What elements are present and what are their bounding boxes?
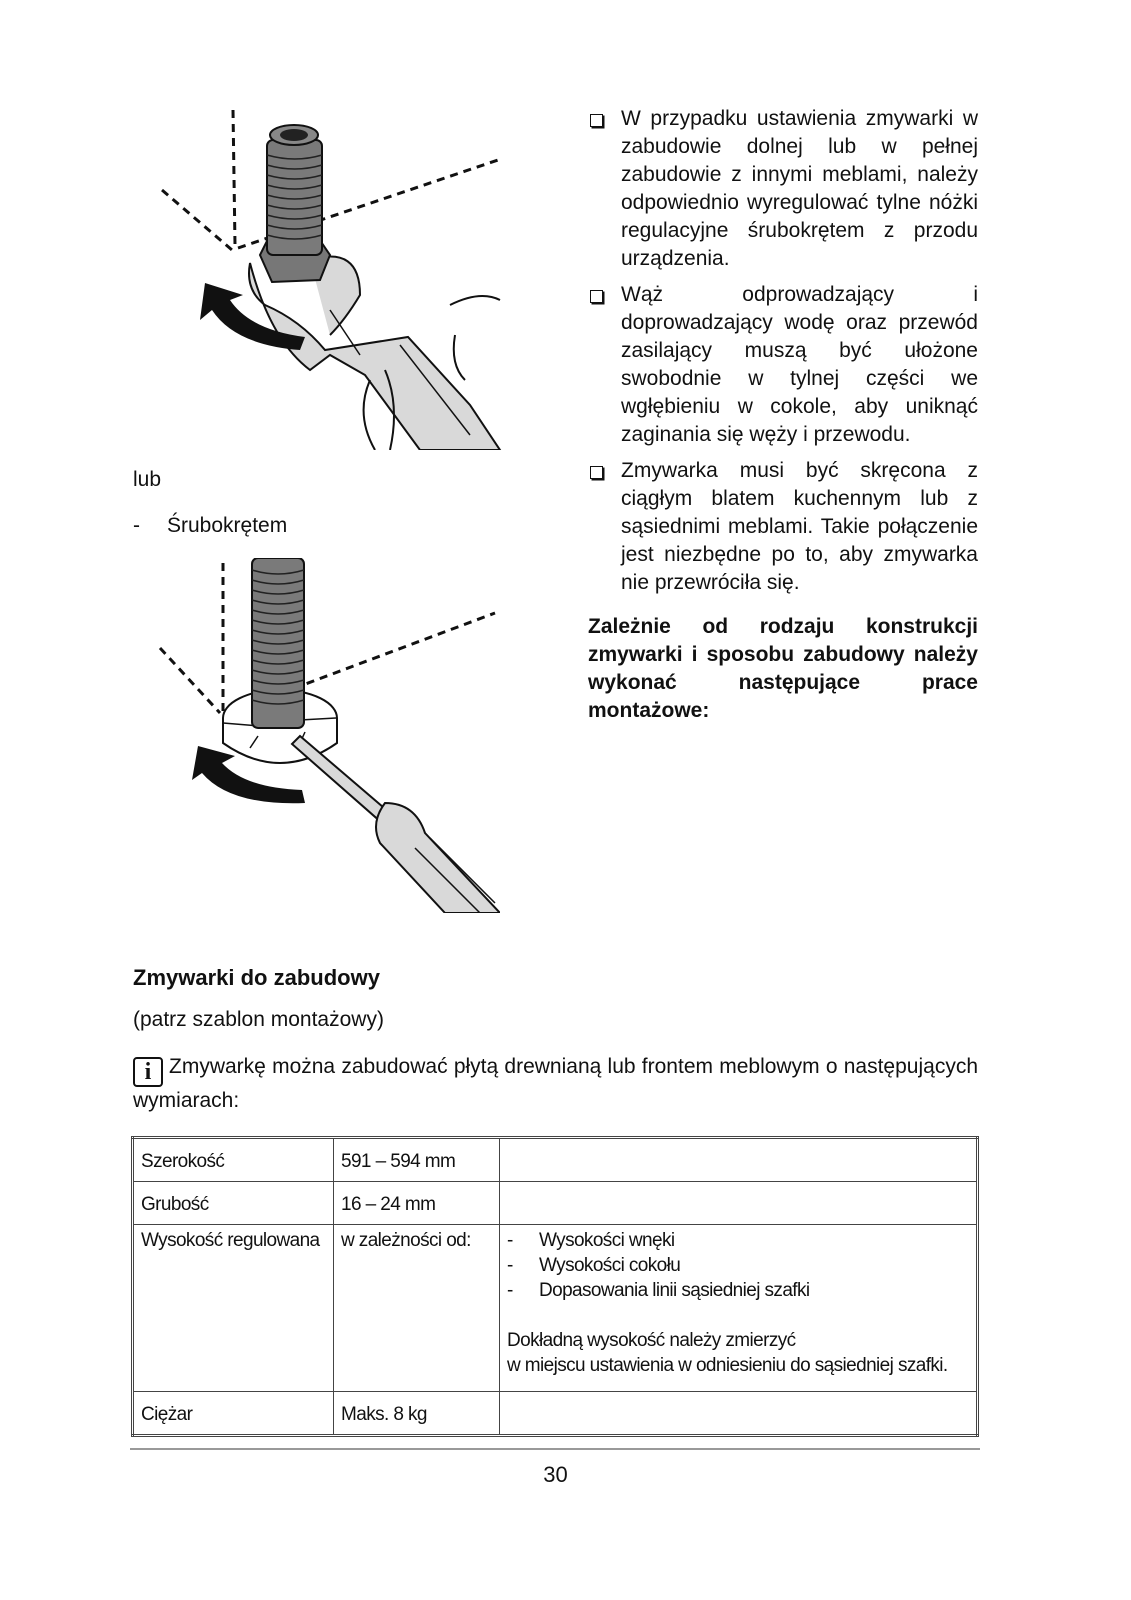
list-item [507, 1278, 968, 1303]
bullet-item [588, 281, 978, 449]
installation-note-bold: Zależnie od rodzaju konstrukcji zmywarki i sposobu zabudowy należy wykonać następujące prace montażowe: [588, 615, 978, 722]
list-item [507, 1253, 968, 1278]
table-row [133, 1138, 978, 1182]
row-label: Grubość [133, 1182, 334, 1225]
bullet-item [588, 457, 978, 597]
dash-marker: - [507, 1255, 513, 1276]
measurement-note [507, 1328, 968, 1378]
row-details [500, 1225, 978, 1392]
row-label: Szerokość [133, 1138, 334, 1182]
table-row [133, 1182, 978, 1225]
dash-marker: - [507, 1230, 513, 1251]
screwdriver-adjust-foot-illustration [140, 558, 500, 913]
row-details [500, 1138, 978, 1182]
info-paragraph [133, 1053, 978, 1115]
footer-divider [130, 1448, 980, 1450]
checkbox-square-bullet-icon [590, 290, 603, 303]
list-item-text: Wysokości wnęki [539, 1230, 675, 1251]
row-label: Wysokość regulowana [133, 1225, 334, 1392]
section-subtitle: (patrz szablon montażowy) [133, 1008, 384, 1031]
dash-marker: - [133, 514, 140, 537]
bullet-text: Wąż odprowadzający i doprowadzający wodę oraz przewód zasilający muszą być ułożone swobodnie w tylnej części we wgłębieniu w cokole, aby uniknąć zaginania się węży i przewodu. [621, 283, 978, 446]
table-row [133, 1225, 978, 1392]
tool-option-screwdriver [133, 514, 287, 538]
note-line: Dokładną wysokość należy zmierzyć [507, 1330, 796, 1351]
page-number: 30 [543, 1462, 568, 1487]
section-title: Zmywarki do zabudowy [133, 965, 380, 990]
bullet-item [588, 105, 978, 273]
wrench-adjust-foot-illustration [150, 105, 510, 450]
note-line: w miejscu ustawienia w odniesieniu do sąsiedniej szafki. [507, 1355, 948, 1376]
row-label: Ciężar [133, 1392, 334, 1436]
height-factors-list [507, 1228, 968, 1303]
info-icon: i [133, 1057, 163, 1087]
or-text: lub [133, 468, 162, 491]
row-details [500, 1392, 978, 1436]
dimensions-table [131, 1136, 979, 1437]
bullet-text: Zmywarka musi być skręcona z ciągłym blatem kuchennym lub z sąsiednimi meblami. Takie połączenie jest niezbędne po to, aby zmywarka nie przewróciła się. [621, 459, 978, 594]
info-text: Zmywarkę można zabudować płytą drewnianą lub frontem meblowym o następujących wymiarach: [133, 1055, 978, 1112]
row-value: w zależności od: [334, 1225, 500, 1392]
list-item-text: Wysokości cokołu [539, 1255, 681, 1276]
tool-option-label: Śrubokrętem [167, 514, 288, 537]
row-value: Maks. 8 kg [334, 1392, 500, 1436]
table-row [133, 1392, 978, 1436]
list-item-text: Dopasowania linii sąsiedniej szafki [539, 1280, 810, 1301]
row-value: 16 – 24 mm [334, 1182, 500, 1225]
list-item [507, 1228, 968, 1253]
checkbox-square-bullet-icon [590, 114, 603, 127]
row-value: 591 – 594 mm [334, 1138, 500, 1182]
dash-marker: - [507, 1280, 513, 1301]
row-details [500, 1182, 978, 1225]
instructions-column [588, 105, 978, 725]
checkbox-square-bullet-icon [590, 466, 603, 479]
bullet-text: W przypadku ustawienia zmywarki w zabudowie dolnej lub w pełnej zabudowie z innymi meblami, należy odpowiednio wyregulować tylne nóżki regulacyjne śrubokrętem z przodu urządzenia. [621, 107, 978, 270]
